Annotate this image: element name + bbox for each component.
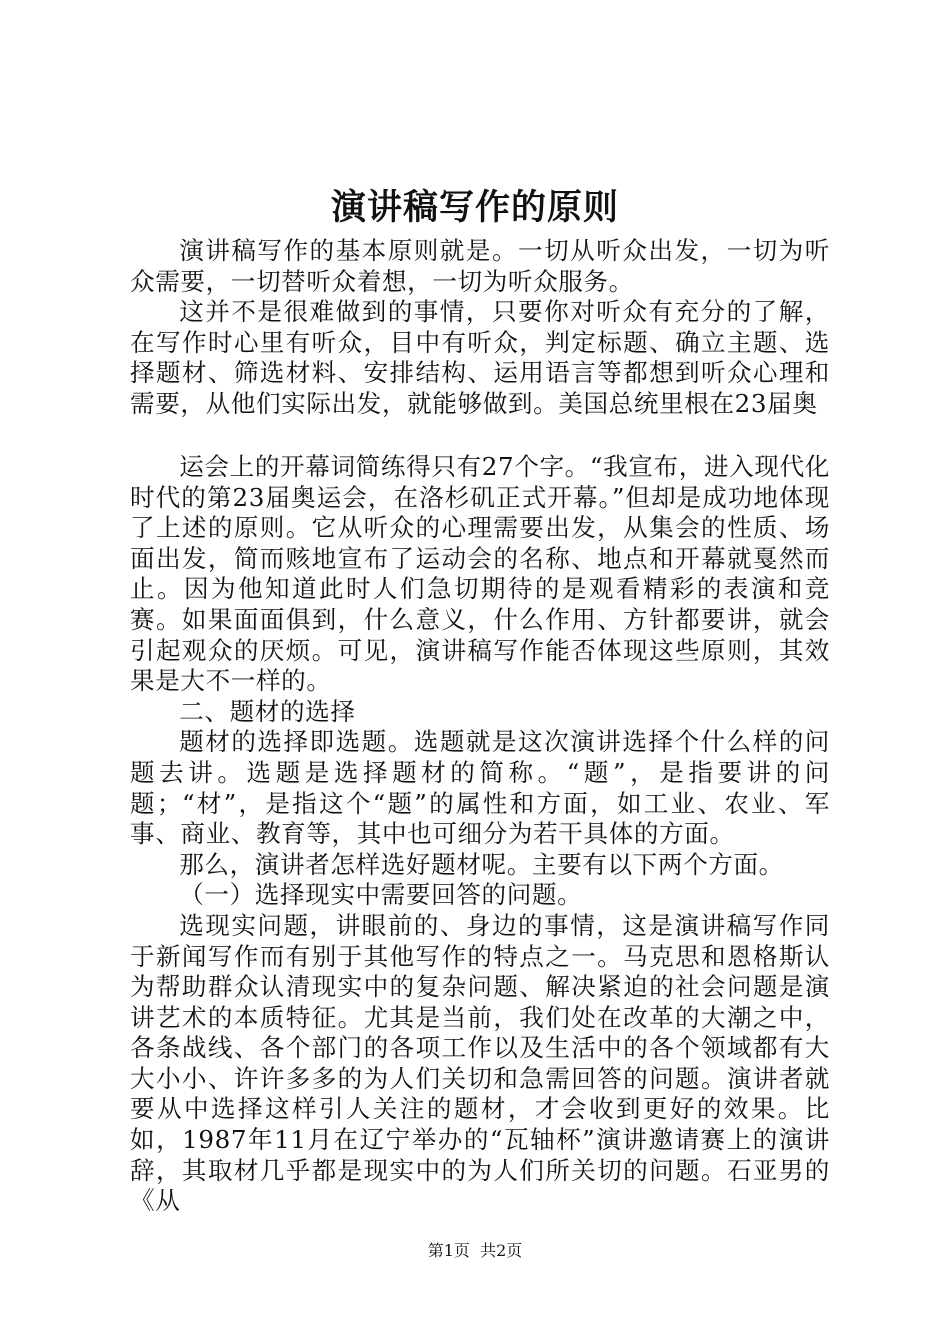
page-number: 第1页 xyxy=(427,1241,470,1260)
subsection-heading: （一）选择现实中需要回答的问题。 xyxy=(179,880,583,910)
section-heading: 二、题材的选择 xyxy=(179,696,356,726)
paragraph: 那么，演讲者怎样选好题材呢。主要有以下两个方面。 xyxy=(179,849,784,879)
paragraph: 演讲稿写作的基本原则就是。一切从听众出发，一切为听众需要，一切替听众着想，一切为听众服务。 xyxy=(130,236,830,296)
paragraph: 选现实问题，讲眼前的、身边的事情，这是演讲稿写作同于新闻写作而有别于其他写作的特点之一。马克思和恩格斯认为帮助群众认清现实中的复杂问题、解决紧迫的社会问题是演讲艺术的本质特征。尤其是当前，我们处在改革的大潮之中，各条战线、各个部门的各项工作以及生活中的各个领域都有大大小小、许许多多的为人们关切和急需回答的问题。演讲者就要从中选择这样引人关注的题材，才会收到更好的效果。比如，1987年11月在辽宁举办的“瓦轴杯”演讲邀请赛上的演讲辞，其取材几乎都是现实中的为人们所关切的问题。石亚男的《从 xyxy=(130,910,830,1216)
paragraph: 题材的选择即选题。选题就是这次演讲选择个什么样的问题去讲。选题是选择题材的简称。“题”，是指要讲的问题；“材”，是指这个“题”的属性和方面，如工业、农业、军事、商业、教育等，其中也可细分为若干具体的方面。 xyxy=(130,727,830,849)
paragraph: 这并不是很难做到的事情，只要你对听众有充分的了解，在写作时心里有听众，目中有听众，判定标题、确立主题、选择题材、筛选材料、安排结构、运用语言等都想到听众心理和需要，从他们实际出发，就能够做到。美国总统里根在23届奥 xyxy=(130,297,830,418)
page-footer xyxy=(0,1240,950,1262)
body-block-1 xyxy=(130,236,830,420)
page-total: 共2页 xyxy=(480,1241,523,1260)
body-block-2 xyxy=(130,452,830,1217)
document-title: 演讲稿写作的原则 xyxy=(330,187,619,228)
paragraph: 运会上的开幕词简练得只有27个字。“我宣布，进入现代化时代的第23届奥运会，在洛杉矶正式开幕。”但却是成功地体现了上述的原则。它从听众的心理需要出发，从集会的性质、场面出发，简而赅地宣布了运动会的名称、地点和开幕就戛然而止。因为他知道此时人们急切期待的是观看精彩的表演和竞赛。如果面面俱到，什么意义，什么作用、方针都要讲，就会引起观众的厌烦。可见，演讲稿写作能否体现这些原则，其效果是大不一样的。 xyxy=(130,452,830,696)
